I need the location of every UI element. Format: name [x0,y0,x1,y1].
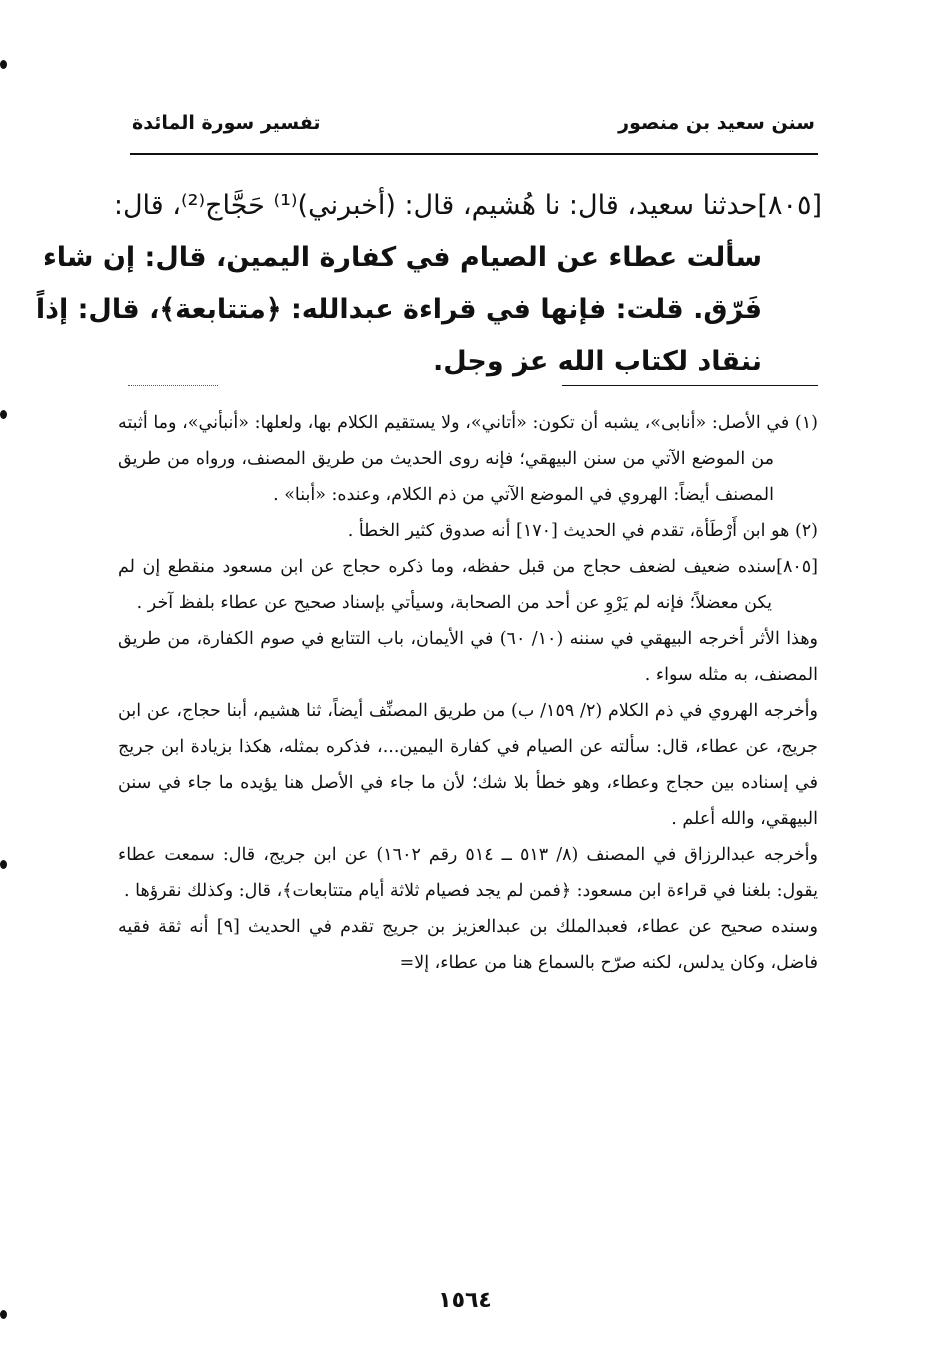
page-number: ١٥٦٤ [438,1288,492,1313]
commentary-paragraph: وأخرجه عبدالرزاق في المصنف (٨/ ٥١٣ ــ ٥١٤ رقم ١٦٠٢) عن ابن جريج، قال: سمعت عطاء يقول: بلغنا في قراءة ابن مسعود: ﴿فمن لم يجد فصيام ثلاثة أيام متتابعات﴾، قال: وكذلك نقرؤها . [118,845,818,901]
hadith-line: سألت عطاء عن الصيام في كفارة اليمين، قال: إن شاء [42,242,762,273]
hadith-text [35,180,822,388]
book-title: سنن سعيد بن منصور [618,112,815,134]
commentary-paragraph: وأخرجه الهروي في ذم الكلام (٢/ ١٥٩/ ب) من طريق المصنِّف أيضاً، ثنا هشيم، أبنا حجاج، عن ابن جريج، عن عطاء، قال: سألته عن الصيام في كفارة اليمين...، فذكره بمثله، هكذا بزيادة ابن جريج في إسناده بين حجاج وعطاء، وهو خطأ بلا شك؛ لأن ما جاء في الأصل هنا يؤيده ما جاء في سنن البيهقي، والله أعلم . [118,701,818,829]
hadith-line [113,180,822,232]
commentary-paragraph: وسنده صحيح عن عطاء، فعبدالملك بن عبدالعزيز بن جريج تقدم في الحديث [٩] أنه ثقة فقيه فاضل، وكان يدلس، لكنه صرّح بالسماع هنا من عطاء، إلا= [118,917,819,973]
hadith-line-text: حدثنا سعيد، قال: نا هُشيم، قال: (أخبرني)⁽¹⁾ حَجَّاج⁽²⁾، قال: [113,190,758,221]
hadith-line: فَرّق. قلت: فإنها في قراءة عبدالله: ﴿متتابعة﴾، قال: إذاً [35,294,762,325]
commentary-paragraph: وهذا الأثر أخرجه البيهقي في سننه (١٠/ ٦٠) في الأيمان، باب التتابع في صوم الكفارة، من طريق المصنف، به مثله سواء . [118,629,819,685]
section-title: تفسير سورة المائدة [132,112,321,134]
running-head [132,112,815,144]
footnote-rule-dotted [128,385,218,386]
footnote-1: (١) في الأصل: «أنابى»، يشبه أن تكون: «أتاني»، ولا يستقيم الكلام بها، ولعلها: «أنبأني»، وما أثبته من الموضع الآتي من سنن البيهقي؛ فإنه روى الحديث من طريق المصنف، ورواه من طريق المصنف أيضاً: الهروي في الموضع الآتي من ذم الكلام، وعنده: «أبنا» . [118,413,818,505]
footnotes-section [118,405,818,981]
hadith-number: [٨٠٥] [757,190,822,221]
commentary-paragraph: [٨٠٥]سنده ضعيف لضعف حجاج من قبل حفظه، وما ذكره حجاج عن ابن مسعود منقطع إن لم يكن معضلاً؛ فإنه لم يَرْوِ عن أحد من الصحابة، وسيأتي بإسناد صحيح عن عطاء بلفظ آخر . [118,557,818,613]
scan-mark [0,410,7,419]
hadith-line: ننقاد لكتاب الله عز وجل. [433,346,762,377]
header-rule [130,153,818,155]
scan-mark [0,60,7,69]
scan-mark [0,860,7,869]
footnote-2: (٢) هو ابن أَرْطَأة، تقدم في الحديث [١٧٠] أنه صدوق كثير الخطأ . [347,521,818,541]
footnote-rule [562,385,818,386]
